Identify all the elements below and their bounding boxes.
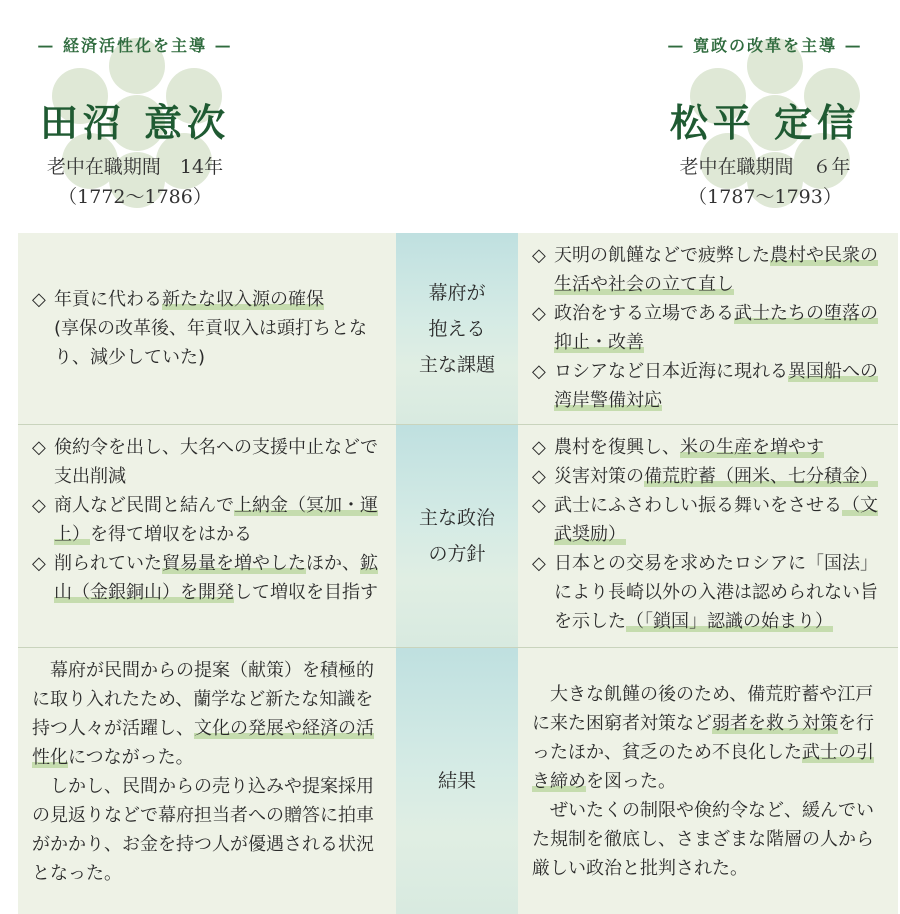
tanuma-years: （1772～1786） [58, 186, 212, 208]
list-item: ◇ ロシアなど日本近海に現れる異国船への湾岸警備対応 [532, 357, 884, 415]
list-item: ◇ 武士にふさわしい振る舞いをさせる（文武奨励） [532, 491, 884, 549]
matsudaira-issues-cell [518, 233, 898, 425]
list-item: ◇ 商人など民間と結んで上納金（冥加・運上）を得て増収をはかる [32, 491, 382, 549]
tanuma-tagline: — 経済活性化を主導 — [37, 36, 233, 55]
list-item: ◇ 削られていた貿易量を増やしたほか、鉱山（金銀銅山）を開発して増収を目指す [32, 549, 382, 607]
matsudaira-name: 松平 定信 [669, 100, 861, 145]
list-item: ◇ 農村を復興し、米の生産を増やす [532, 433, 884, 462]
list-item: ◇ 日本との交易を求めたロシアに「国法」により長崎以外の入港は認められない旨を示した（「鎖国」認識の始まり） [532, 549, 884, 636]
result-paragraph: 大きな飢饉の後のため、備荒貯蓄や江戸に来た困窮者対策など弱者を救う対策を行ったほか、貧乏のため不良化した武士の引き締めを図った。 [532, 683, 874, 792]
matsudaira-header [630, 0, 900, 225]
list-item: ◇ 年貢に代わる新たな収入源の確保 [32, 285, 382, 314]
matsudaira-tagline: — 寛政の改革を主導 — [667, 36, 863, 55]
tanuma-header [0, 0, 270, 225]
row-label-issues: 幕府が 抱える 主な課題 [396, 233, 518, 425]
matsudaira-term: 老中在職期間 ６年 [679, 156, 851, 178]
comparison-table [18, 233, 898, 914]
list-item: ◇ 政治をする立場である武士たちの堕落の抑止・改善 [532, 299, 884, 357]
tanuma-policy-cell [18, 425, 396, 648]
list-item: ◇ 天明の飢饉などで疲弊した農村や民衆の生活や社会の立て直し [532, 241, 884, 299]
tanuma-result-cell [18, 648, 396, 914]
result-paragraph: ぜいたくの制限や倹約令など、緩んでいた規制を徹底し、さまざまな階層の人から厳しい政治と批判された。 [532, 799, 874, 879]
matsudaira-result-cell [518, 648, 898, 914]
list-item: ◇ 災害対策の備荒貯蓄（囲米、七分積金） [532, 462, 884, 491]
row-label-result: 結果 [396, 648, 518, 914]
row-label-policy: 主な政治 の方針 [396, 425, 518, 648]
tanuma-issues-cell [18, 233, 396, 425]
result-paragraph: しかし、民間からの売り込みや提案採用の見返りなどで幕府担当者への贈答に拍車がかかり、お金を持つ人が優遇される状況となった。 [32, 776, 374, 884]
tanuma-name: 田沼 意次 [39, 100, 231, 145]
matsudaira-years: （1787～1793） [688, 186, 842, 208]
list-item: ◇ 倹約令を出し、大名への支援中止などで支出削減 [32, 433, 382, 491]
tanuma-term: 老中在職期間 14年 [46, 156, 224, 178]
result-paragraph: 幕府が民間からの提案（献策）を積極的に取り入れたため、蘭学など新たな知識を持つ人々が活躍し、文化の発展や経済の活性化につながった。 [32, 660, 374, 768]
matsudaira-policy-cell [518, 425, 898, 648]
issue-note: (享保の改革後、年貢収入は頭打ちとなり、減少していた) [54, 318, 368, 368]
